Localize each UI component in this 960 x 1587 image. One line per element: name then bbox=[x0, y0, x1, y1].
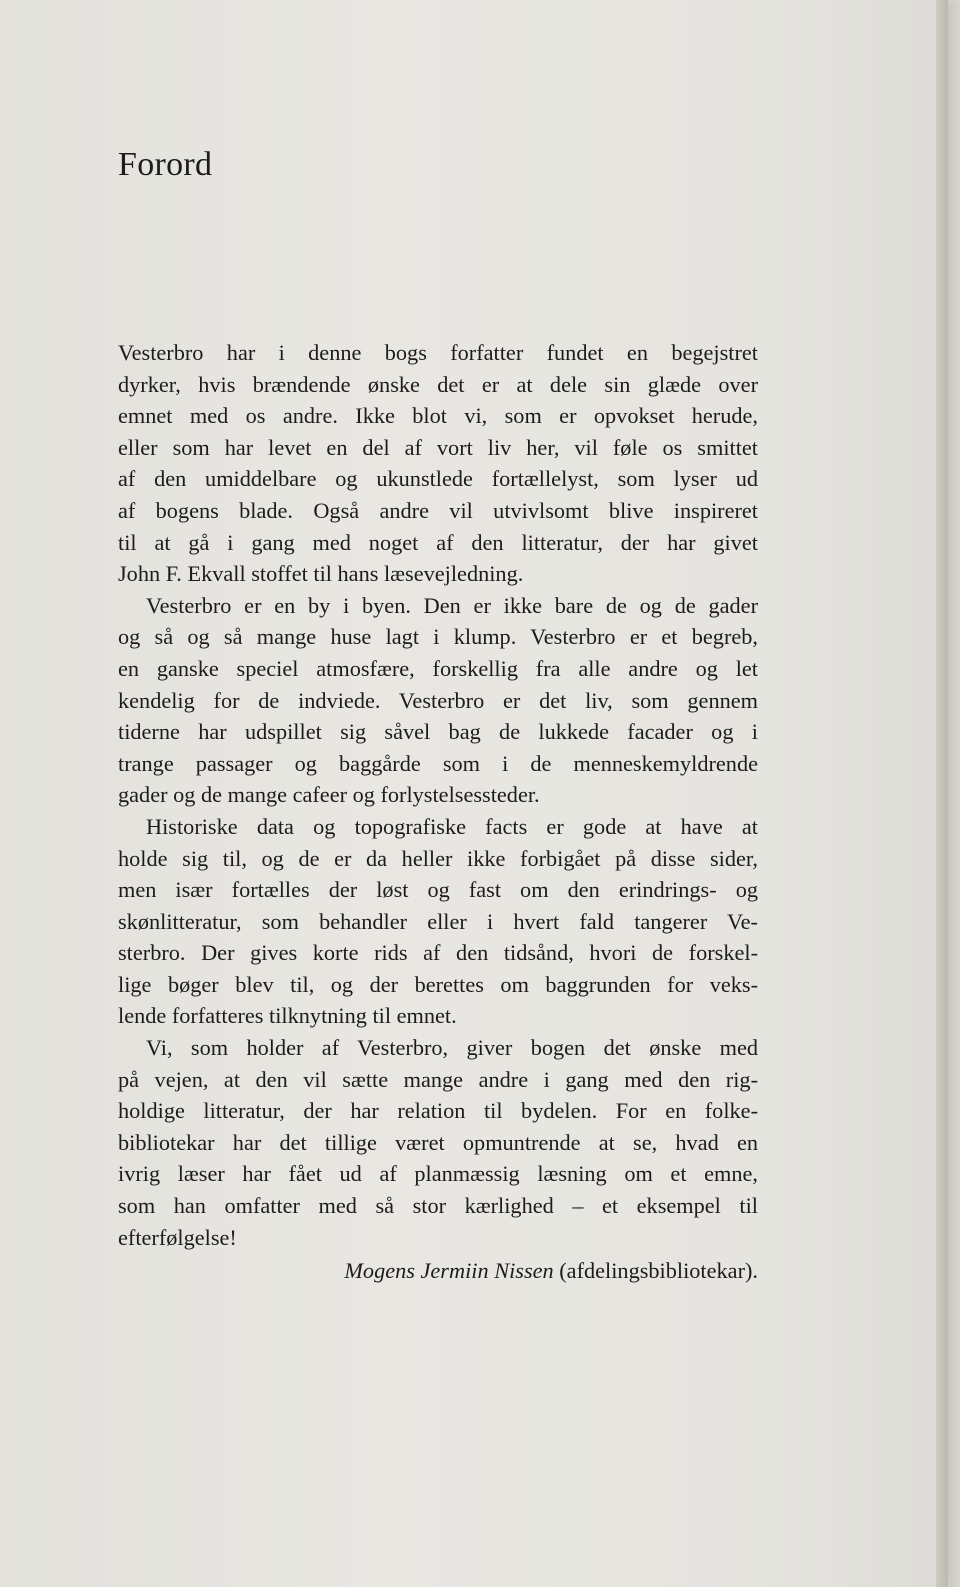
text-line: som han omfatter med så stor kærlighed – et eksempel til bbox=[118, 1193, 758, 1219]
text-line: Vi, som holder af Vesterbro, giver bogen det ønske med bbox=[146, 1035, 758, 1061]
text-line: Vesterbro har i denne bogs forfatter fundet en begejstret bbox=[118, 340, 758, 365]
text-line: en ganske speciel atmosfære, forskellig fra alle andre og let bbox=[118, 655, 758, 681]
text-line: eller som har levet en del af vort liv her, vil føle os smittet bbox=[118, 434, 758, 460]
text-line: gader og de mange cafeer og forlystelsessteder. bbox=[118, 782, 540, 808]
text-line: Vesterbro er en by i byen. Den er ikke bare de og de gader bbox=[146, 592, 758, 618]
text-line: på vejen, at den vil sætte mange andre i gang med den rig- bbox=[118, 1066, 758, 1092]
text-line: tiderne har udspillet sig såvel bag de lukkede facader og i bbox=[118, 719, 758, 745]
text-line: emnet med os andre. Ikke blot vi, som er opvokset herude, bbox=[118, 403, 758, 429]
text-line: sterbro. Der gives korte rids af den tidsånd, hvori de forskel- bbox=[118, 940, 758, 966]
signature-name: Mogens Jermiin Nissen bbox=[344, 1258, 554, 1284]
text-line: bibliotekar har det tillige været opmuntrende at se, hvad en bbox=[118, 1129, 758, 1155]
text-line: til at gå i gang med noget af den litteratur, der har givet bbox=[118, 529, 758, 555]
text-line: John F. Ekvall stoffet til hans læsevejledning. bbox=[118, 561, 524, 587]
preface-text bbox=[118, 337, 758, 1287]
text-line: efterfølgelse! bbox=[118, 1224, 237, 1250]
text-line: men især fortælles der løst og fast om den erindrings- og bbox=[118, 877, 758, 903]
text-line: holdige litteratur, der har relation til bydelen. For en folke- bbox=[118, 1098, 758, 1124]
signature bbox=[118, 1253, 758, 1287]
text-line: lige bøger blev til, og der berettes om baggrunden for veks- bbox=[118, 971, 758, 997]
signature-title: (afdelingsbibliotekar). bbox=[559, 1258, 758, 1284]
text-line: af den umiddelbare og ukunstlede fortællelyst, som lyser ud bbox=[118, 466, 758, 492]
text-line: af bogens blade. Også andre vil utvivlsomt blive inspireret bbox=[118, 497, 758, 523]
text-line: og så og så mange huse lagt i klump. Vesterbro er et begreb, bbox=[118, 624, 758, 650]
text-line: trange passager og baggårde som i de menneskemyldrende bbox=[118, 750, 758, 776]
text-line: kendelig for de indviede. Vesterbro er det liv, som gennem bbox=[118, 687, 758, 713]
page-edge bbox=[936, 0, 948, 1587]
page-title: Forord bbox=[118, 146, 213, 183]
text-line: ivrig læser har fået ud af planmæssig læsning om et emne, bbox=[118, 1161, 758, 1187]
text-line: holde sig til, og de er da heller ikke forbigået på disse sider, bbox=[118, 845, 758, 871]
text-line: dyrker, hvis brændende ønske det er at dele sin glæde over bbox=[118, 371, 758, 397]
text-line: skønlitteratur, som behandler eller i hvert fald tangerer Ve- bbox=[118, 908, 758, 934]
text-line: Historiske data og topografiske facts er gode at have at bbox=[146, 813, 758, 839]
text-line: lende forfatteres tilknytning til emnet. bbox=[118, 1003, 457, 1029]
